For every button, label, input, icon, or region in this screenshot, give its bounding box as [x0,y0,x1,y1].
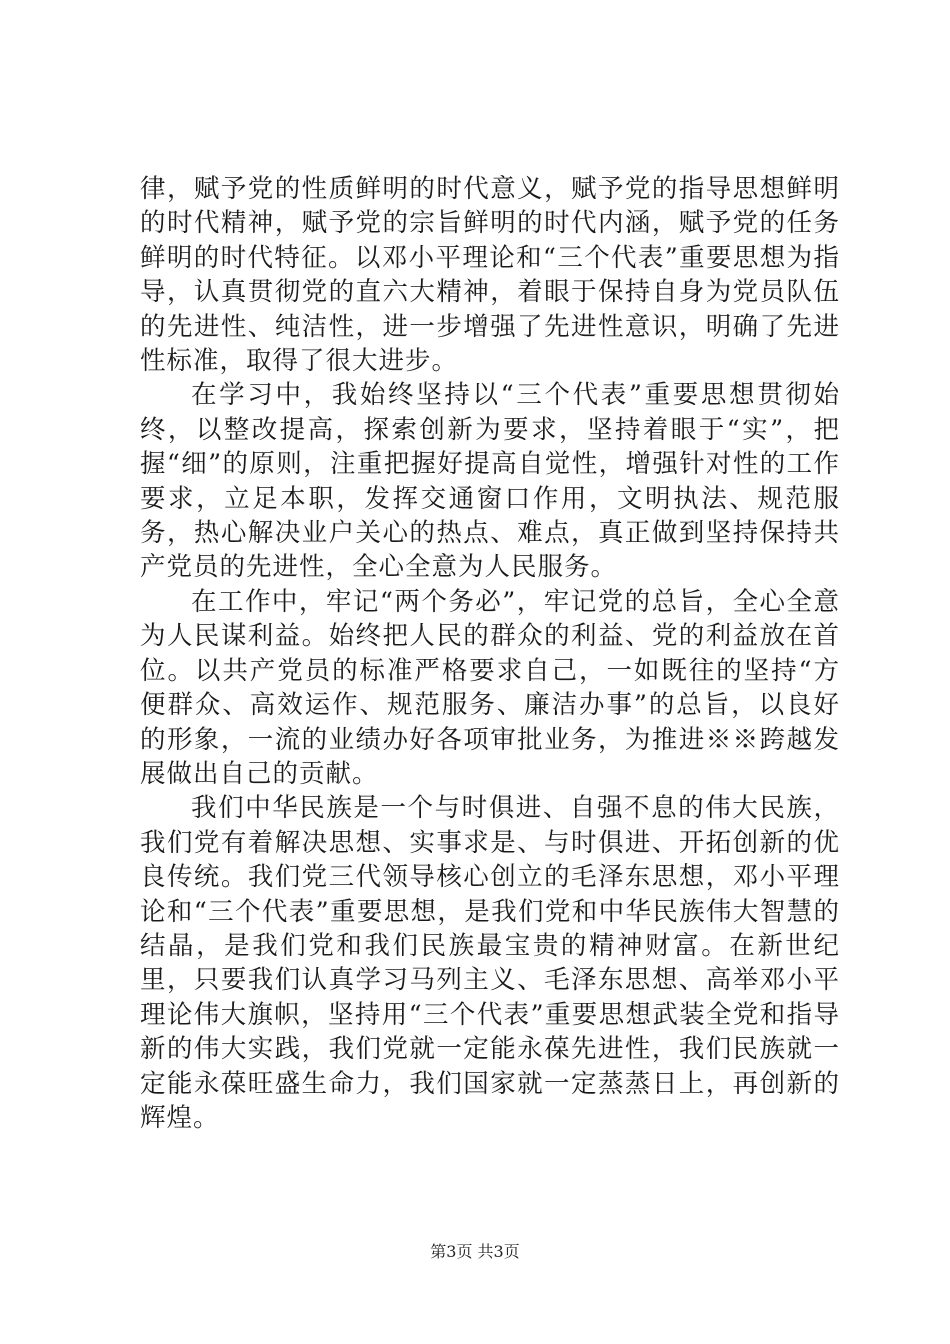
paragraph-nation: 我们中华民族是一个与时俱进、自强不息的伟大民族，我们党有着解决思想、实事求是、与时俱进、开拓创新的优良传统。我们党三代领导核心创立的毛泽东思想，邓小平理论和“三个代表”重要思想，是我们党和中华民族伟大智慧的结晶，是我们党和我们民族最宝贵的精神财富。在新世纪里，只要我们认真学习马列主义、毛泽东思想、高举邓小平理论伟大旗帜，坚持用“三个代表”重要思想武装全党和指导新的伟大实践，我们党就一定能永葆先进性，我们民族就一定能永葆旺盛生命力，我们国家就一定蒸蒸日上，再创新的辉煌。 [140,793,840,1133]
document-body [140,172,840,1135]
paragraph-work: 在工作中，牢记“两个务必”，牢记党的总旨，全心全意为人民谋利益。始终把人民的群众的利益、党的利益放在首位。以共产党员的标准严格要求自己，一如既往的坚持“方便群众、高效运作、规范服务、廉洁办事”的总旨，以良好的形象，一流的业绩办好各项审批业务，为推进※※跨越发展做出自己的贡献。 [140,586,840,789]
page-number-footer: 第3页 共3页 [430,1242,520,1261]
paragraph-continuation: 律，赋予党的性质鲜明的时代意义，赋予党的指导思想鲜明的时代精神，赋予党的宗旨鲜明的时代内涵，赋予党的任务鲜明的时代特征。以邓小平理论和“三个代表”重要思想为指导，认真贯彻党的直六大精神，着眼于保持自身为党员队伍的先进性、纯洁性，进一步增强了先进性意识，明确了先进性标准，取得了很大进步。 [140,174,840,377]
paragraph-study: 在学习中，我始终坚持以“三个代表”重要思想贯彻始终，以整改提高，探索创新为要求，坚持着眼于“实”，把握“细”的原则，注重把握好提高自觉性，增强针对性的工作要求，立足本职，发挥交通窗口作用，文明执法、规范服务，热心解决业户关心的热点、难点，真正做到坚持保持共产党员的先进性，全心全意为人民服务。 [140,380,840,583]
